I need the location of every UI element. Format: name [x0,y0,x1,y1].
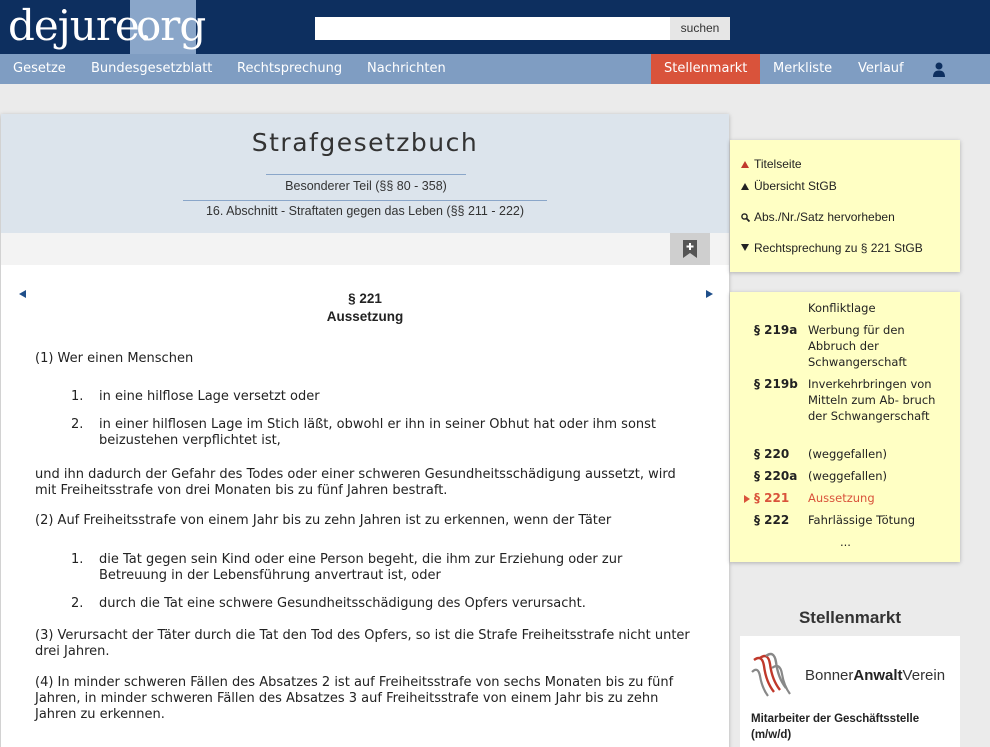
paragraph-number: § 221 [348,291,382,306]
user-icon[interactable] [931,62,947,77]
paragraph-title: Aussetzung [326,309,404,324]
triangle-up-icon [741,183,749,190]
nav-merkliste[interactable]: Merkliste [773,61,833,76]
toc-box [730,292,960,562]
link-uebersicht-label: Übersicht StGB [754,179,837,193]
link-rechtsprechung[interactable] [741,241,923,255]
nav-verlauf[interactable]: Verlauf [858,61,904,76]
abs2-item1-text: die Tat gegen sein Kind oder eine Person begeht, die ihm zur Erziehung oder zur Betreuung in der Lebensführung anvertraut ist, oder [99,552,623,583]
link-titelseite-label: Titelseite [754,157,802,171]
logo-text-org: org [136,1,206,50]
nav-stellenmarkt[interactable]: Stellenmarkt [651,54,760,84]
logo-text-dejure: dejure. [8,1,152,50]
toc-sec-222[interactable]: § 222 [754,513,790,527]
sidebar-links [730,140,960,272]
toc-item-219b[interactable]: Inverkehrbringen von Mitteln zum Ab- bruch der Schwangerschaft [808,377,936,423]
abs1-item2-text: in einer hilflosen Lage im Stich läßt, obwohl er ihn in seiner Obhut hat oder ihm sonst beizustehen verpflichtet ist, [99,417,657,448]
law-section[interactable]: 16. Abschnitt - Straftaten gegen das Leben (§§ 211 - 222) [183,200,547,218]
link-highlight-label: Abs./Nr./Satz hervorheben [754,210,895,224]
toc-sec-220[interactable]: § 220 [754,447,790,461]
toc-item-220a[interactable]: (weggefallen) [808,469,887,483]
abs2-item1-num: 1. [71,552,84,567]
main-nav [0,54,990,84]
link-rechtsprechung-label: Rechtsprechung zu § 221 StGB [754,241,923,255]
nav-rechtsprechung[interactable]: Rechtsprechung [237,61,343,76]
toc-sec-219b[interactable]: § 219b [754,377,798,391]
nav-bundesgesetzblatt[interactable]: Bundesgesetzblatt [91,61,213,76]
search-input[interactable] [315,17,670,40]
bav-text-c: Verein [902,667,946,684]
bookmark-plus-icon [670,233,710,265]
tool-row [1,233,729,265]
bav-text-b: Anwalt [853,667,903,684]
toc-item-220[interactable]: (weggefallen) [808,447,887,461]
bookmark-add-button[interactable] [670,233,710,265]
bav-text-a: Bonner [805,667,854,684]
triangle-up-icon [741,161,749,168]
abs1-item1-text: in eine hilflose Lage versetzt oder [99,389,320,404]
toc-more[interactable]: ... [840,535,851,549]
job-ad[interactable] [740,636,960,747]
toc-sec-221[interactable]: § 221 [754,491,790,505]
nav-gesetze[interactable]: Gesetze [13,61,66,76]
link-highlight[interactable] [741,210,895,224]
toc-sec-220a[interactable]: § 220a [754,469,798,483]
abs1-intro: (1) Wer einen Menschen [35,351,194,366]
abs2-intro: (2) Auf Freiheitsstrafe von einem Jahr bis zu zehn Jahren ist zu erkennen, wenn der Täter [35,513,612,528]
link-uebersicht[interactable] [741,179,837,193]
link-titelseite[interactable] [741,157,802,171]
stellenmarkt-heading: Stellenmarkt [798,608,902,627]
bav-logo-icon [750,652,792,700]
triangle-down-icon [741,244,749,251]
abs1-outro: und ihn dadurch der Gefahr des Todes oder einer schweren Gesundheitsschädigung aussetzt, wird mit Freiheitsstrafe von drei Monaten bis zu fünf Jahren bestraft. [35,467,676,498]
toc-item-222[interactable]: Fahrlässige Tötung [808,513,916,527]
law-part[interactable]: Besonderer Teil (§§ 80 - 358) [266,174,466,193]
toc-item-219a[interactable]: Werbung für den Abbruch der Schwangerschaft [808,323,907,369]
abs4-text: (4) In minder schweren Fällen des Absatzes 2 ist auf Freiheitsstrafe von sechs Monaten bis zu fünf Jahren, in minder schweren Fällen des Absatzes 3 auf Freiheitsstrafe von einem Jahr bis zu zehn Jahren zu erkennen. [35,675,674,722]
abs1-item1-num: 1. [71,389,84,404]
toc-sec-219a[interactable]: § 219a [754,323,798,337]
dejure-logo[interactable] [0,0,206,54]
job-title[interactable]: Mitarbeiter der Geschäftsstelle (m/w/d) [751,713,920,741]
law-title[interactable]: Strafgesetzbuch [251,128,479,157]
abs2-item2-num: 2. [71,596,84,611]
law-card [1,114,729,747]
search-button[interactable]: suchen [670,17,730,40]
abs2-item2-text: durch die Tat eine schwere Gesundheitsschädigung des Opfers verursacht. [99,596,586,611]
bav-logo-text [805,667,945,684]
top-bar [0,0,990,54]
abs3-text: (3) Verursacht der Täter durch die Tat den Tod des Opfers, so ist die Strafe Freiheitsstrafe nicht unter drei Jahren. [35,628,690,659]
magnifier-icon [741,213,750,222]
current-item-icon [744,495,750,503]
toc-item-konfliktlage[interactable]: Konfliktlage [808,301,876,315]
toc-item-221[interactable]: Aussetzung [808,491,875,505]
nav-nachrichten[interactable]: Nachrichten [367,61,446,76]
abs1-item2-num: 2. [71,417,84,432]
law-header [1,114,729,233]
